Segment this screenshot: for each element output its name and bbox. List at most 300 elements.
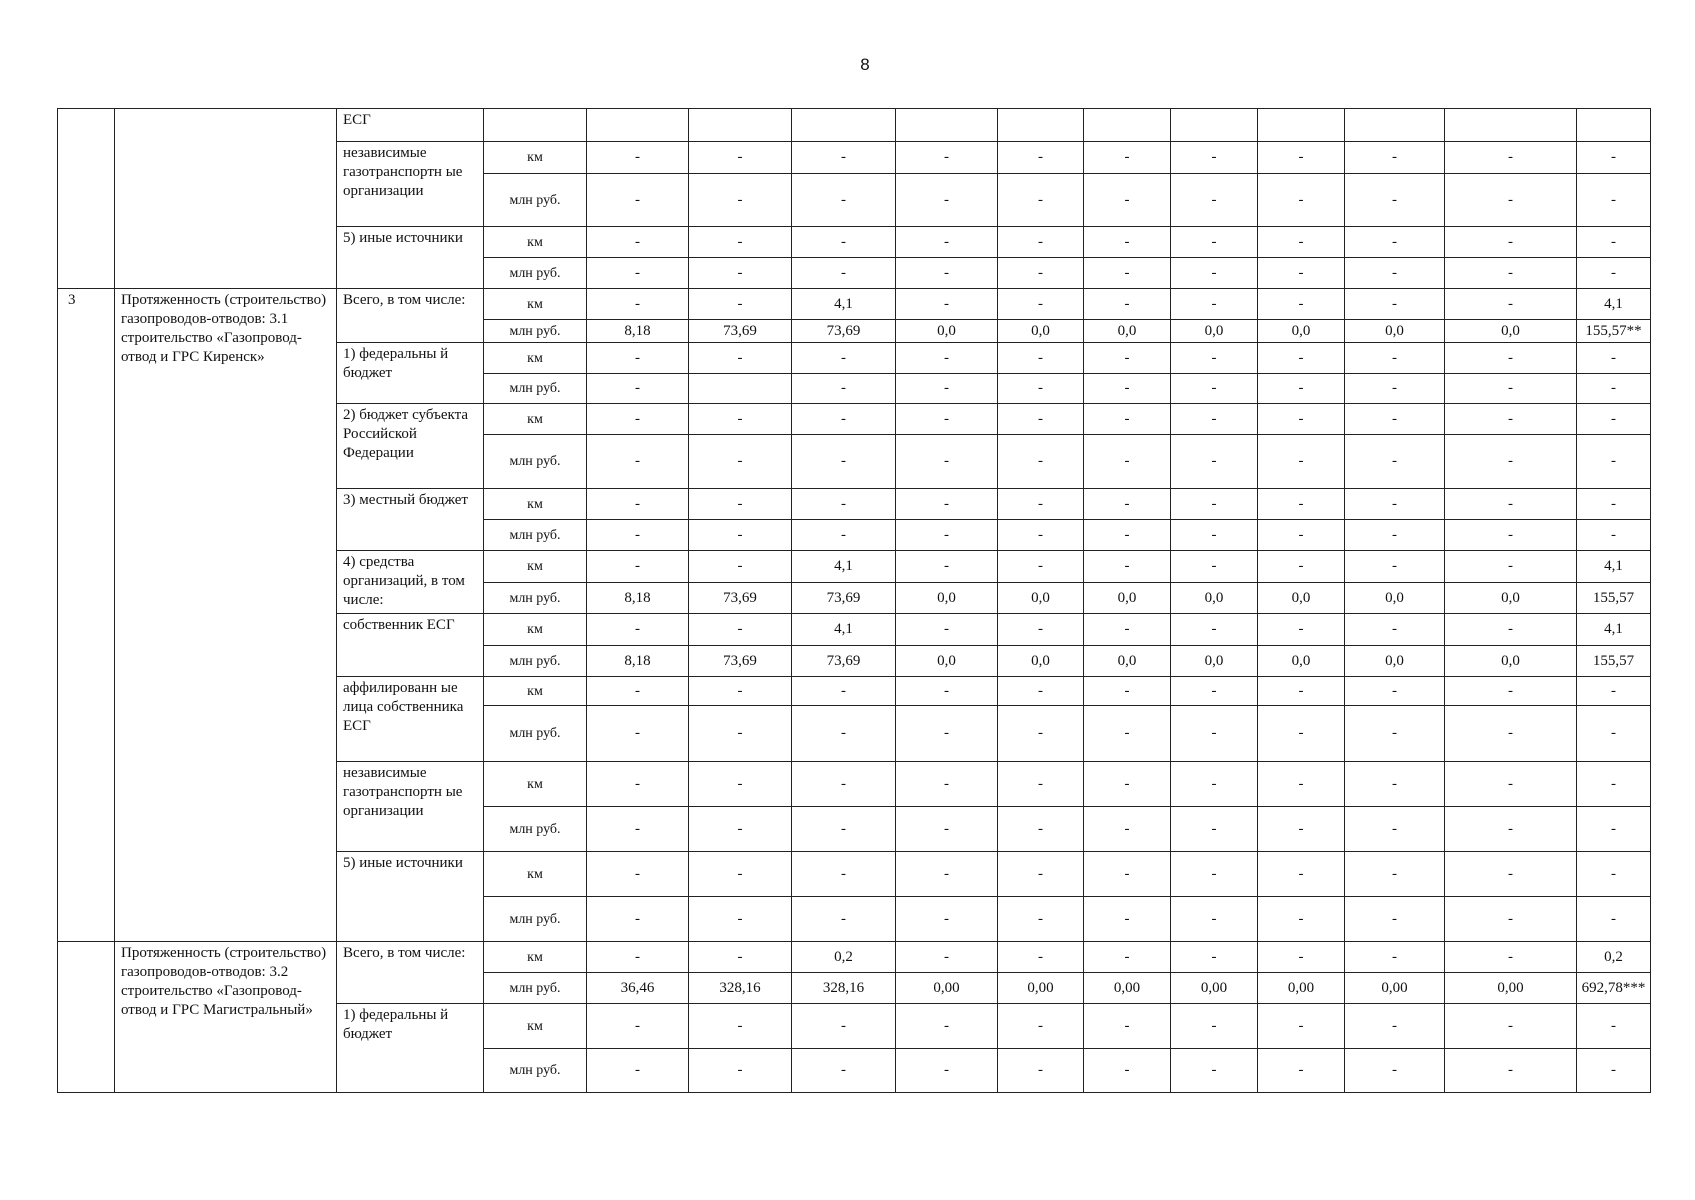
value-cell: - — [998, 1049, 1084, 1093]
value-cell: - — [1577, 897, 1651, 942]
value-cell: - — [1084, 551, 1171, 583]
value-cell: - — [1084, 258, 1171, 289]
value-cell: - — [1577, 489, 1651, 520]
value-cell: - — [587, 1049, 689, 1093]
value-cell: 73,69 — [792, 320, 896, 343]
value-cell — [689, 374, 792, 404]
value-cell: - — [1577, 404, 1651, 435]
value-cell: - — [1171, 852, 1258, 897]
value-cell: - — [587, 852, 689, 897]
value-cell: - — [1345, 520, 1445, 551]
value-cell: - — [1084, 374, 1171, 404]
value-cell: - — [1577, 374, 1651, 404]
value-cell: - — [1258, 343, 1345, 374]
value-cell: - — [1345, 435, 1445, 489]
value-cell: 328,16 — [689, 973, 792, 1004]
unit-cell: км — [484, 289, 587, 320]
value-cell: - — [896, 174, 998, 227]
value-cell: - — [998, 614, 1084, 646]
value-cell: - — [792, 1049, 896, 1093]
source-label-cell: Всего, в том числе: — [337, 289, 484, 343]
value-cell: 73,69 — [689, 583, 792, 614]
source-label-cell: 3) местный бюджет — [337, 489, 484, 551]
value-cell: - — [1171, 807, 1258, 852]
value-cell: - — [896, 1049, 998, 1093]
value-cell: 0,0 — [1171, 646, 1258, 677]
value-cell: - — [1171, 435, 1258, 489]
value-cell: - — [1084, 227, 1171, 258]
value-cell: - — [1258, 258, 1345, 289]
value-cell: - — [792, 435, 896, 489]
value-cell: - — [1258, 706, 1345, 762]
value-cell: - — [792, 897, 896, 942]
value-cell: 0,0 — [1084, 646, 1171, 677]
value-cell: - — [1171, 489, 1258, 520]
value-cell: - — [1258, 852, 1345, 897]
value-cell: - — [998, 258, 1084, 289]
value-cell: - — [1345, 852, 1445, 897]
unit-cell: км — [484, 942, 587, 973]
value-cell: - — [587, 706, 689, 762]
value-cell: 0,0 — [1445, 646, 1577, 677]
value-cell: - — [792, 227, 896, 258]
value-cell: - — [896, 807, 998, 852]
value-cell: - — [689, 343, 792, 374]
value-cell: - — [896, 435, 998, 489]
unit-cell: км — [484, 404, 587, 435]
value-cell: - — [587, 677, 689, 706]
value-cell: - — [1171, 520, 1258, 551]
value-cell: - — [998, 1004, 1084, 1049]
page-number: 8 — [860, 55, 870, 74]
value-cell: 0,0 — [1084, 583, 1171, 614]
value-cell: - — [1445, 1004, 1577, 1049]
value-cell: - — [792, 142, 896, 174]
value-cell: - — [1345, 174, 1445, 227]
unit-cell: млн руб. — [484, 258, 587, 289]
unit-cell: млн руб. — [484, 897, 587, 942]
value-cell: - — [1084, 435, 1171, 489]
value-cell: - — [896, 897, 998, 942]
source-label-cell: независимые газотранспортн ые организации — [337, 142, 484, 227]
value-cell: 0,2 — [1577, 942, 1651, 973]
value-cell: - — [689, 1004, 792, 1049]
value-cell: - — [1171, 614, 1258, 646]
value-cell: - — [1577, 227, 1651, 258]
value-cell: - — [896, 404, 998, 435]
value-cell: - — [792, 258, 896, 289]
value-cell: - — [1445, 258, 1577, 289]
value-cell: - — [1084, 1049, 1171, 1093]
unit-cell: км — [484, 227, 587, 258]
table-row — [58, 942, 1651, 973]
value-cell — [587, 109, 689, 142]
source-label-cell: Всего, в том числе: — [337, 942, 484, 1004]
value-cell: - — [1577, 1004, 1651, 1049]
source-label-cell: 1) федеральны й бюджет — [337, 1004, 484, 1093]
value-cell: - — [689, 852, 792, 897]
value-cell: - — [587, 489, 689, 520]
value-cell: 4,1 — [1577, 289, 1651, 320]
value-cell: 0,0 — [1445, 583, 1577, 614]
value-cell: - — [1171, 289, 1258, 320]
value-cell: 0,0 — [1445, 320, 1577, 343]
value-cell: - — [896, 762, 998, 807]
value-cell: - — [896, 227, 998, 258]
value-cell: - — [998, 489, 1084, 520]
unit-cell: млн руб. — [484, 646, 587, 677]
value-cell — [1445, 109, 1577, 142]
value-cell: - — [998, 174, 1084, 227]
value-cell: - — [1345, 897, 1445, 942]
value-cell: - — [1084, 942, 1171, 973]
value-cell: 155,57 — [1577, 583, 1651, 614]
value-cell — [689, 109, 792, 142]
value-cell: - — [587, 227, 689, 258]
value-cell: - — [587, 343, 689, 374]
value-cell: - — [1445, 1049, 1577, 1093]
value-cell: - — [587, 258, 689, 289]
table-row — [58, 109, 1651, 142]
value-cell: - — [792, 706, 896, 762]
value-cell: - — [1577, 258, 1651, 289]
value-cell: - — [1345, 942, 1445, 973]
source-label-cell: независимые газотранспортн ые организации — [337, 762, 484, 852]
unit-cell: млн руб. — [484, 320, 587, 343]
value-cell: - — [1258, 289, 1345, 320]
value-cell: - — [1445, 404, 1577, 435]
value-cell: - — [792, 374, 896, 404]
value-cell: 0,00 — [1445, 973, 1577, 1004]
value-cell: - — [587, 1004, 689, 1049]
value-cell: - — [1171, 142, 1258, 174]
value-cell: 0,00 — [1345, 973, 1445, 1004]
value-cell: - — [689, 614, 792, 646]
value-cell: - — [1577, 807, 1651, 852]
value-cell: - — [896, 614, 998, 646]
unit-cell: км — [484, 142, 587, 174]
value-cell: - — [1345, 258, 1445, 289]
unit-cell — [484, 109, 587, 142]
value-cell: - — [1258, 174, 1345, 227]
value-cell: - — [689, 435, 792, 489]
value-cell: - — [1445, 435, 1577, 489]
value-cell: 0,0 — [998, 320, 1084, 343]
financing-table — [57, 108, 1651, 1093]
value-cell: 4,1 — [1577, 614, 1651, 646]
value-cell: - — [689, 258, 792, 289]
source-label-cell: 2) бюджет субъекта Российской Федерации — [337, 404, 484, 489]
value-cell: - — [998, 852, 1084, 897]
value-cell: - — [587, 520, 689, 551]
value-cell: 4,1 — [792, 614, 896, 646]
value-cell: - — [1258, 1049, 1345, 1093]
value-cell: - — [792, 677, 896, 706]
value-cell: - — [792, 520, 896, 551]
row-number-cell — [58, 942, 115, 1093]
unit-cell: км — [484, 343, 587, 374]
value-cell: - — [998, 807, 1084, 852]
value-cell: - — [1258, 897, 1345, 942]
value-cell: - — [1577, 706, 1651, 762]
value-cell: - — [1171, 762, 1258, 807]
value-cell: - — [896, 551, 998, 583]
value-cell: 0,0 — [1258, 583, 1345, 614]
value-cell: - — [1445, 677, 1577, 706]
value-cell: 0,0 — [896, 320, 998, 343]
value-cell: - — [1084, 852, 1171, 897]
value-cell: 0,0 — [1258, 646, 1345, 677]
unit-cell: млн руб. — [484, 706, 587, 762]
value-cell: - — [1445, 489, 1577, 520]
value-cell: - — [1258, 435, 1345, 489]
value-cell: - — [1171, 1004, 1258, 1049]
value-cell: - — [998, 677, 1084, 706]
value-cell: - — [1258, 1004, 1345, 1049]
row-number-cell — [58, 109, 115, 289]
value-cell: - — [1171, 174, 1258, 227]
value-cell: - — [1445, 343, 1577, 374]
value-cell: 0,00 — [1084, 973, 1171, 1004]
value-cell: - — [896, 706, 998, 762]
value-cell: - — [1084, 404, 1171, 435]
unit-cell: км — [484, 677, 587, 706]
value-cell: - — [1084, 762, 1171, 807]
indicator-name-cell: Протяженность (строительство) газопроводов-отводов: 3.2 строительство «Газопровод-отвод и ГРС Магистральный» — [115, 942, 337, 1093]
value-cell: 0,0 — [1345, 320, 1445, 343]
unit-cell: км — [484, 1004, 587, 1049]
value-cell: - — [1577, 852, 1651, 897]
value-cell: - — [1084, 614, 1171, 646]
value-cell: 0,00 — [998, 973, 1084, 1004]
unit-cell: км — [484, 614, 587, 646]
unit-cell: км — [484, 852, 587, 897]
value-cell: - — [1084, 706, 1171, 762]
value-cell: - — [1171, 677, 1258, 706]
value-cell: - — [896, 852, 998, 897]
value-cell: - — [1345, 404, 1445, 435]
value-cell: - — [1445, 706, 1577, 762]
value-cell: - — [689, 706, 792, 762]
value-cell: - — [689, 142, 792, 174]
value-cell: - — [587, 762, 689, 807]
value-cell: - — [1258, 614, 1345, 646]
value-cell: - — [1345, 807, 1445, 852]
value-cell: - — [792, 852, 896, 897]
value-cell: - — [1258, 942, 1345, 973]
unit-cell: млн руб. — [484, 973, 587, 1004]
value-cell: - — [1345, 677, 1445, 706]
source-label-cell: ЕСГ — [337, 109, 484, 142]
value-cell: 8,18 — [587, 646, 689, 677]
value-cell: - — [998, 942, 1084, 973]
value-cell: - — [896, 142, 998, 174]
value-cell: - — [689, 807, 792, 852]
value-cell: - — [587, 435, 689, 489]
value-cell: - — [1445, 374, 1577, 404]
value-cell: - — [1345, 1049, 1445, 1093]
value-cell: - — [1258, 404, 1345, 435]
value-cell: 0,0 — [1084, 320, 1171, 343]
value-cell: - — [998, 435, 1084, 489]
value-cell: - — [689, 520, 792, 551]
value-cell: 8,18 — [587, 320, 689, 343]
unit-cell: млн руб. — [484, 807, 587, 852]
value-cell: - — [1445, 614, 1577, 646]
value-cell: 4,1 — [1577, 551, 1651, 583]
value-cell: - — [689, 227, 792, 258]
value-cell: - — [587, 289, 689, 320]
indicator-name-cell — [115, 109, 337, 289]
value-cell: - — [1445, 520, 1577, 551]
unit-cell: млн руб. — [484, 374, 587, 404]
value-cell: 73,69 — [689, 646, 792, 677]
value-cell: - — [1345, 227, 1445, 258]
value-cell — [1084, 109, 1171, 142]
value-cell: 0,0 — [1258, 320, 1345, 343]
value-cell: - — [689, 551, 792, 583]
source-label-cell: 4) средства организаций, в том числе: — [337, 551, 484, 614]
value-cell: 73,69 — [689, 320, 792, 343]
value-cell: - — [1258, 520, 1345, 551]
value-cell: - — [1445, 852, 1577, 897]
unit-cell: млн руб. — [484, 583, 587, 614]
value-cell: 155,57** — [1577, 320, 1651, 343]
value-cell: - — [689, 174, 792, 227]
value-cell: - — [587, 942, 689, 973]
value-cell: - — [689, 677, 792, 706]
value-cell: 0,0 — [1345, 646, 1445, 677]
value-cell: - — [1258, 227, 1345, 258]
value-cell: - — [1577, 762, 1651, 807]
value-cell: 0,0 — [1171, 583, 1258, 614]
value-cell: 328,16 — [792, 973, 896, 1004]
value-cell: 73,69 — [792, 583, 896, 614]
table-row — [58, 289, 1651, 320]
row-number-cell: 3 — [58, 289, 115, 942]
value-cell: - — [1345, 762, 1445, 807]
value-cell: - — [896, 289, 998, 320]
unit-cell: млн руб. — [484, 1049, 587, 1093]
value-cell: 8,18 — [587, 583, 689, 614]
value-cell: - — [1084, 489, 1171, 520]
value-cell: - — [896, 1004, 998, 1049]
value-cell: - — [1345, 142, 1445, 174]
value-cell: - — [998, 142, 1084, 174]
value-cell: - — [1171, 706, 1258, 762]
value-cell: - — [587, 614, 689, 646]
value-cell: - — [1084, 520, 1171, 551]
value-cell: - — [792, 1004, 896, 1049]
value-cell: - — [689, 289, 792, 320]
value-cell: - — [1084, 174, 1171, 227]
value-cell: 4,1 — [792, 551, 896, 583]
value-cell: - — [1577, 343, 1651, 374]
value-cell: - — [587, 404, 689, 435]
value-cell: - — [587, 897, 689, 942]
value-cell: 36,46 — [587, 973, 689, 1004]
value-cell: - — [896, 343, 998, 374]
value-cell: - — [1171, 374, 1258, 404]
value-cell: - — [587, 374, 689, 404]
value-cell — [1345, 109, 1445, 142]
value-cell: - — [1084, 897, 1171, 942]
value-cell: 155,57 — [1577, 646, 1651, 677]
value-cell: - — [587, 551, 689, 583]
unit-cell: млн руб. — [484, 435, 587, 489]
value-cell: 73,69 — [792, 646, 896, 677]
value-cell: - — [1258, 551, 1345, 583]
value-cell: - — [587, 142, 689, 174]
value-cell — [896, 109, 998, 142]
value-cell: - — [896, 677, 998, 706]
value-cell: - — [1171, 551, 1258, 583]
value-cell: - — [1345, 614, 1445, 646]
value-cell: - — [1258, 762, 1345, 807]
value-cell: - — [689, 489, 792, 520]
value-cell: - — [1445, 762, 1577, 807]
value-cell: 4,1 — [792, 289, 896, 320]
value-cell: - — [792, 404, 896, 435]
value-cell: - — [1258, 489, 1345, 520]
value-cell: - — [1171, 343, 1258, 374]
source-label-cell: 5) иные источники — [337, 852, 484, 942]
table-body — [58, 109, 1651, 1093]
value-cell: - — [792, 343, 896, 374]
value-cell: 0,0 — [998, 646, 1084, 677]
value-cell: - — [1577, 1049, 1651, 1093]
value-cell: - — [1084, 343, 1171, 374]
source-label-cell: 5) иные источники — [337, 227, 484, 289]
value-cell: - — [587, 174, 689, 227]
value-cell: - — [1171, 227, 1258, 258]
value-cell: - — [689, 942, 792, 973]
unit-cell: км — [484, 489, 587, 520]
source-label-cell: 1) федеральны й бюджет — [337, 343, 484, 404]
value-cell: - — [1258, 374, 1345, 404]
value-cell: - — [1577, 142, 1651, 174]
value-cell: - — [1445, 807, 1577, 852]
value-cell — [1577, 109, 1651, 142]
value-cell: - — [792, 174, 896, 227]
value-cell: - — [1345, 489, 1445, 520]
value-cell: - — [998, 520, 1084, 551]
value-cell: - — [998, 289, 1084, 320]
value-cell: 0,0 — [1345, 583, 1445, 614]
value-cell: 0,0 — [896, 583, 998, 614]
value-cell: - — [1445, 897, 1577, 942]
value-cell: - — [1445, 227, 1577, 258]
value-cell: - — [1084, 807, 1171, 852]
value-cell: - — [1445, 551, 1577, 583]
value-cell: - — [998, 706, 1084, 762]
value-cell: - — [1084, 289, 1171, 320]
value-cell — [1258, 109, 1345, 142]
value-cell: - — [1258, 142, 1345, 174]
value-cell: - — [998, 374, 1084, 404]
value-cell: - — [1171, 258, 1258, 289]
value-cell: - — [689, 897, 792, 942]
value-cell: - — [689, 1049, 792, 1093]
value-cell — [792, 109, 896, 142]
value-cell: - — [1345, 551, 1445, 583]
value-cell: - — [792, 807, 896, 852]
value-cell: - — [792, 762, 896, 807]
value-cell: 0,0 — [998, 583, 1084, 614]
value-cell: 0,0 — [1171, 320, 1258, 343]
value-cell — [998, 109, 1084, 142]
value-cell: - — [689, 762, 792, 807]
